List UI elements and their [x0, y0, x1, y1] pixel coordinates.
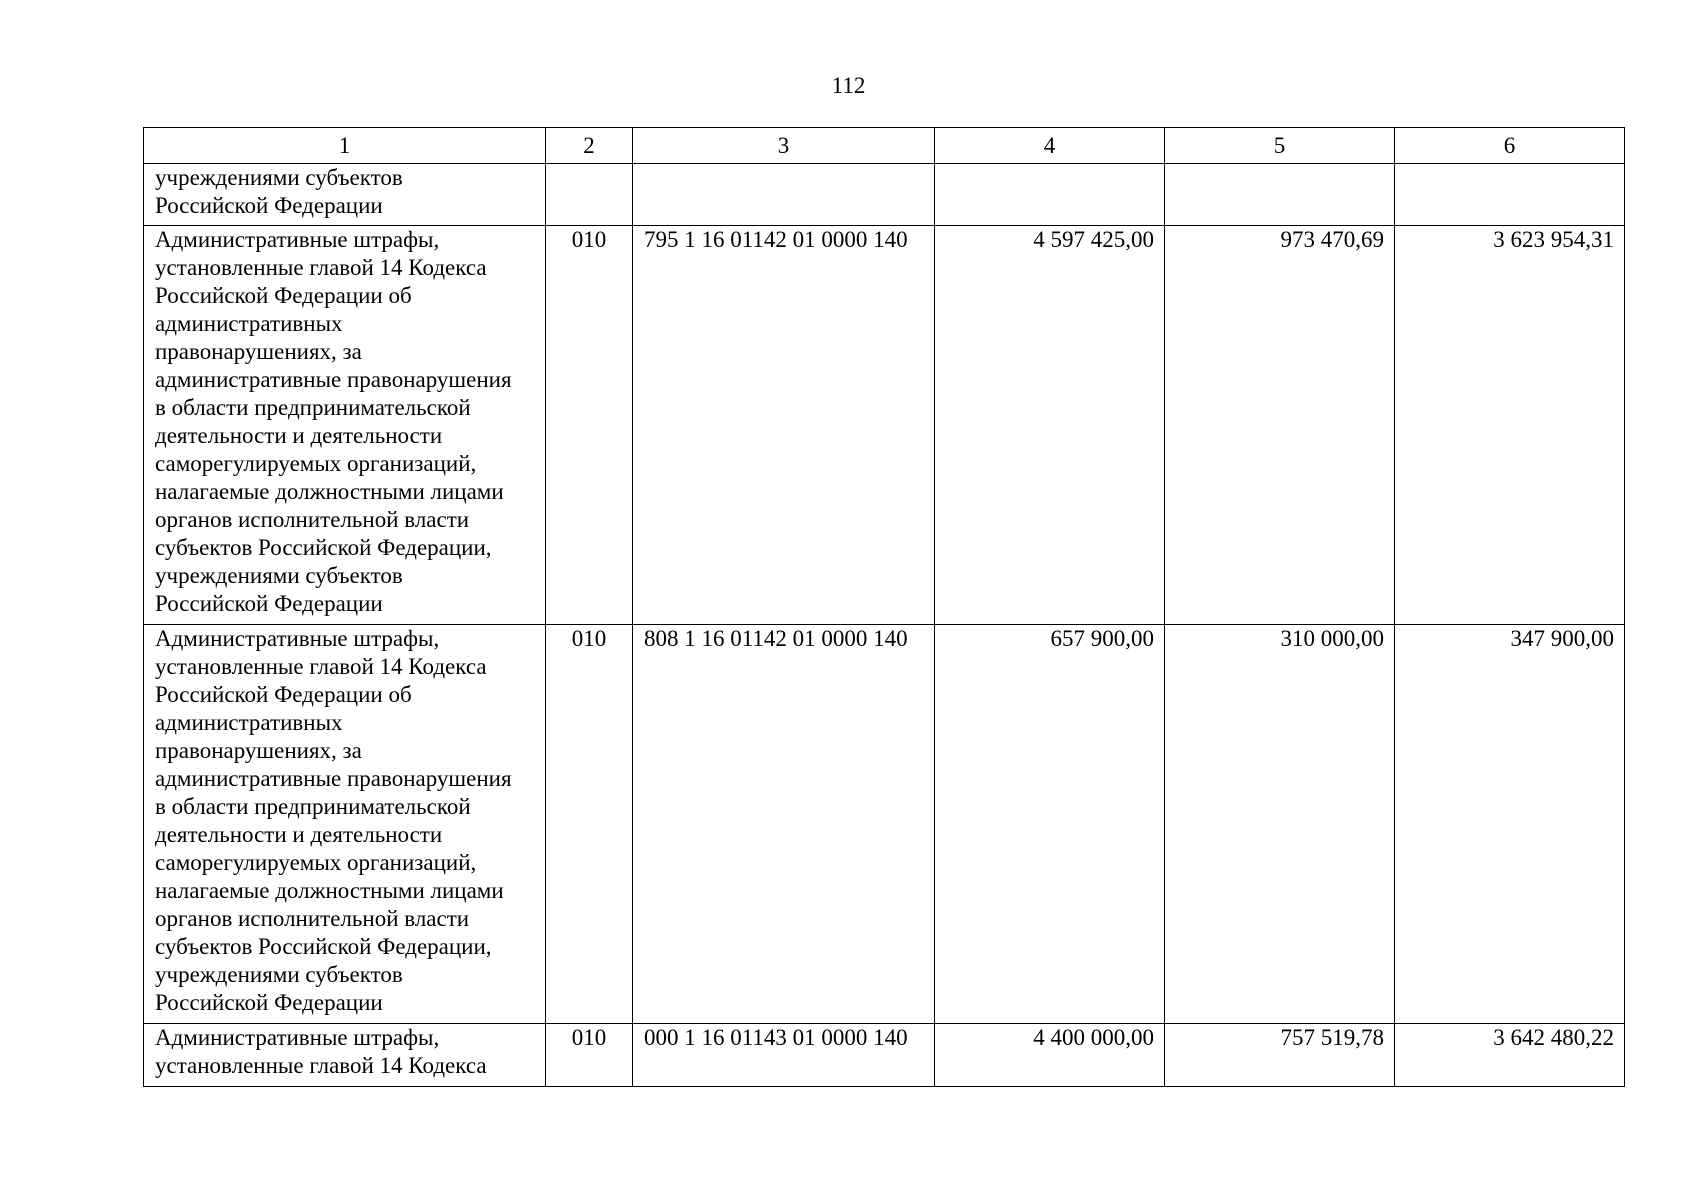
budget-table — [143, 127, 1625, 1087]
column-header-3: 3 — [633, 128, 935, 164]
table-header-row — [144, 128, 1625, 164]
row-name-line: Российской Федерации об — [155, 682, 412, 707]
unexecuted-amount-cell: 347 900,00 — [1395, 625, 1625, 1024]
row-name-line: Российской Федерации — [155, 193, 383, 218]
row-name-line: деятельности и деятельности — [155, 822, 443, 847]
column-header-6: 6 — [1395, 128, 1625, 164]
unexecuted-amount-cell: 3 623 954,31 — [1395, 226, 1625, 625]
table-row — [144, 164, 1625, 226]
line-code-cell: 010 — [546, 226, 633, 625]
row-name-line: Административные штрафы, — [155, 626, 440, 651]
page-number: 112 — [831, 73, 866, 98]
approved-amount-cell — [935, 164, 1165, 226]
line-code-cell: 010 — [546, 625, 633, 1024]
row-name-line: административных — [155, 710, 343, 735]
row-name-line: Административные штрафы, — [155, 1025, 440, 1050]
budget-code-cell: 000 1 16 01143 01 0000 140 — [633, 1024, 935, 1087]
column-header-1: 1 — [144, 128, 546, 164]
executed-amount-cell — [1165, 164, 1395, 226]
table-body — [144, 128, 1625, 1087]
budget-code-cell: 795 1 16 01142 01 0000 140 — [633, 226, 935, 625]
row-name-line: правонарушениях, за — [155, 738, 362, 763]
column-header-2: 2 — [546, 128, 633, 164]
row-name-cell — [144, 226, 546, 625]
approved-amount-cell: 657 900,00 — [935, 625, 1165, 1024]
row-name-line: административные правонарушения — [155, 367, 512, 392]
table-row — [144, 625, 1625, 1024]
row-name-line: учреждениями субъектов — [155, 962, 403, 987]
row-name-line: установленные главой 14 Кодекса — [155, 1053, 487, 1078]
row-name-line: органов исполнительной власти — [155, 906, 470, 931]
row-name-line: в области предпринимательской — [155, 395, 471, 420]
row-name-line: налагаемые должностными лицами — [155, 878, 504, 903]
row-name-line: налагаемые должностными лицами — [155, 479, 504, 504]
row-name-line: в области предпринимательской — [155, 794, 471, 819]
budget-code-cell — [633, 164, 935, 226]
row-name-line: административные правонарушения — [155, 766, 512, 791]
budget-code-cell: 808 1 16 01142 01 0000 140 — [633, 625, 935, 1024]
row-name-line: установленные главой 14 Кодекса — [155, 654, 487, 679]
row-name-line: субъектов Российской Федерации, — [155, 535, 492, 560]
table-row — [144, 226, 1625, 625]
approved-amount-cell: 4 597 425,00 — [935, 226, 1165, 625]
unexecuted-amount-cell: 3 642 480,22 — [1395, 1024, 1625, 1087]
row-name-cell — [144, 1024, 546, 1087]
line-code-cell — [546, 164, 633, 226]
row-name-line: саморегулируемых организаций, — [155, 451, 477, 476]
row-name-line: саморегулируемых организаций, — [155, 850, 477, 875]
row-name-line: Российской Федерации об — [155, 283, 412, 308]
executed-amount-cell: 757 519,78 — [1165, 1024, 1395, 1087]
row-name-cell — [144, 625, 546, 1024]
row-name-line: субъектов Российской Федерации, — [155, 934, 492, 959]
row-name-line: органов исполнительной власти — [155, 507, 470, 532]
row-name-line: учреждениями субъектов — [155, 563, 403, 588]
row-name-line: Российской Федерации — [155, 990, 383, 1015]
column-header-5: 5 — [1165, 128, 1395, 164]
row-name-line: Российской Федерации — [155, 591, 383, 616]
unexecuted-amount-cell — [1395, 164, 1625, 226]
approved-amount-cell: 4 400 000,00 — [935, 1024, 1165, 1087]
row-name-line: деятельности и деятельности — [155, 423, 443, 448]
executed-amount-cell: 310 000,00 — [1165, 625, 1395, 1024]
table-row — [144, 1024, 1625, 1087]
row-name-line: учреждениями субъектов — [155, 165, 403, 190]
row-name-cell — [144, 164, 546, 226]
row-name-line: Административные штрафы, — [155, 227, 440, 252]
row-name-line: административных — [155, 311, 343, 336]
row-name-line: установленные главой 14 Кодекса — [155, 255, 487, 280]
line-code-cell: 010 — [546, 1024, 633, 1087]
executed-amount-cell: 973 470,69 — [1165, 226, 1395, 625]
row-name-line: правонарушениях, за — [155, 339, 362, 364]
column-header-4: 4 — [935, 128, 1165, 164]
